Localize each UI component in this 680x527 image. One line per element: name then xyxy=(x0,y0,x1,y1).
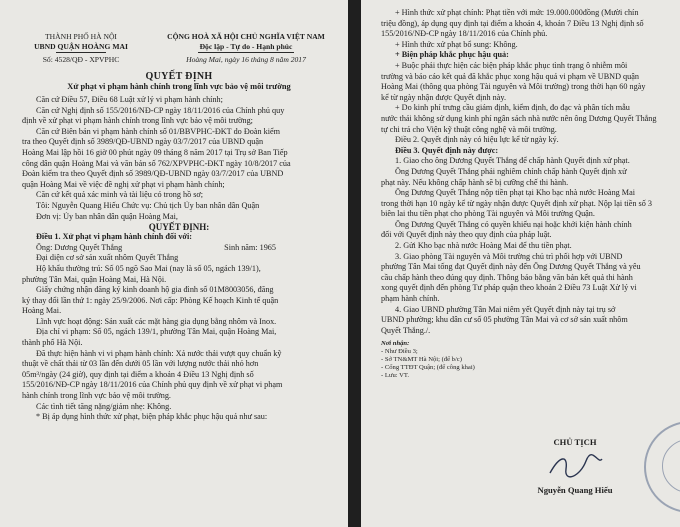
decision-heading: QUYẾT ĐỊNH: xyxy=(148,222,210,233)
article-3-line: xong quyết định đến phòng Tư pháp quận theo khoản 2 Điều 73 Luật Xử lý vi xyxy=(381,283,637,293)
article-3-line: phường Tân Mai tống đạt Quyết định này đến Ông Dương Quyết Thắng và yêu xyxy=(381,262,641,272)
legal-basis-line: Đoàn kiểm tra theo Quyết định số 3989/QĐ-UBND ngày 03/7/2017 của UBND xyxy=(22,169,284,179)
remedy-line: tự chi trả cho Viện kỹ thuật công nghệ và môi trường. xyxy=(381,124,557,134)
article-3-line: phạm hành chính. xyxy=(381,294,440,304)
penalty-line: triệu đồng), áp dụng quy định tại điểm a khoản 4, khoản 7 Điều 13 Nghị định số xyxy=(381,18,644,28)
body-line: Đã thực hiện hành vi vi phạm hành chính: Xả nước thải vượt quy chuẩn kỹ xyxy=(36,348,282,358)
signer-name: Nguyễn Quang Hiếu xyxy=(537,485,613,495)
body-line: Hộ khẩu thường trú: Số 05 ngõ Sao Mai (nay là số 05, ngách 139/1), xyxy=(36,263,261,273)
body-line: hành chính trong lĩnh vực bảo vệ môi trường. xyxy=(22,391,171,401)
legal-basis-line: Hoàng Mai lập hồi 16 giờ 00 phút ngày 09 tháng 8 năm 2017 tại Trụ sở Ban Tiếp xyxy=(22,147,288,157)
remedy-line: Hoàng Mai (thông qua phòng Tài nguyên và Môi trường) trong thời hạn 60 ngày xyxy=(381,82,646,92)
violator-name: Ông: Dương Quyết Thắng xyxy=(36,242,123,252)
violator-line xyxy=(22,243,336,254)
signer-title: CHỦ TỊCH xyxy=(553,437,597,447)
violator-birth-year: Sinh năm: 1965 xyxy=(224,242,276,252)
article-3-line: đối với Quyết định này theo quy định của pháp luật. xyxy=(381,230,552,240)
remedy-line: nước thải không sử dụng kinh phí ngân sách nhà nước nên ông Dương Quyết Thắng xyxy=(381,113,657,123)
legal-basis-line: Căn cứ Điều 57, Điều 68 Luật xử lý vi phạm hành chính; xyxy=(36,95,223,104)
handwritten-signature xyxy=(490,447,660,485)
issuing-authority xyxy=(22,32,140,65)
body-line: phường Tân Mai, quận Hoàng Mai, Hà Nội. xyxy=(22,274,167,284)
body-line: 155/2016/NĐ-CP ngày 18/11/2016 của Chính phủ quy định về xử phạt vi phạm xyxy=(22,380,283,390)
body-line: thành phố Hà Nội. xyxy=(22,338,83,348)
nation-name: CỘNG HOÀ XÃ HỘI CHỦ NGHĨA VIỆT NAM xyxy=(167,32,325,41)
legal-basis-line: quận Hoàng Mai về việc đề nghị xử phạt vi phạm hành chính; xyxy=(22,179,225,189)
body-line: thuật về chất thải từ 03 lần đến dưới 05 lần với lượng nước thải nhỏ hơn xyxy=(22,359,259,369)
motto-underline xyxy=(198,52,294,53)
legal-basis-line: Căn cứ Biên bản vi phạm hành chính số 01/BBVPHC-ĐKT do Đoàn kiểm xyxy=(36,126,280,136)
penalty-line: + Hình thức xử phạt bổ sung: Không. xyxy=(395,39,518,49)
document-number: Số: 4528/QĐ - XPVPHC xyxy=(42,55,120,64)
article-3-line: 1. Giao cho ông Dương Quyết Thắng để chấp hành Quyết định xử phạt. xyxy=(395,156,630,166)
legal-basis-line: Căn cứ kết quả xác minh và tài liệu có trong hồ sơ; xyxy=(36,190,204,200)
remedy-line: kể từ ngày nhận được Quyết định này. xyxy=(381,92,506,102)
article-3-line: Quyết Thắng./. xyxy=(381,325,431,335)
article-3-line: Ông Dương Quyết Thắng có quyền khiếu nại hoặc khởi kiện hành chính xyxy=(395,219,632,229)
article-3-line: phạt này. Nếu không chấp hành sẽ bị cưỡng chế thi hành. xyxy=(381,177,569,187)
article-3-line: trong thời hạn 10 ngày kể từ ngày nhận được Quyết định xử phạt. Nộp lại tiền số 3 xyxy=(381,198,652,208)
remedy-line: + Buộc phải thực hiện các biện pháp khắc phục tình trạng ô nhiễm môi xyxy=(395,60,628,70)
org-city: THÀNH PHỐ HÀ NỘI xyxy=(45,32,117,41)
recipient-item: - Như Điều 3; xyxy=(381,348,418,356)
org-underline xyxy=(56,52,106,53)
article-3-line: UBND phường; khu dân cư số 05 phường Tân Mai và cơ sở sản xuất nhôm xyxy=(381,315,628,325)
article-1-heading: Điều 1. Xử phạt vi phạm hành chính đối với: xyxy=(36,232,192,242)
legal-basis-line: Căn cứ Nghị định số 155/2016/NĐ-CP ngày 18/11/2016 của Chính phủ quy xyxy=(36,105,285,115)
body-line: Giấy chứng nhận đăng ký kinh doanh hộ gia đình số 01M8003056, đăng xyxy=(36,285,274,295)
issue-date: Hoàng Mai, ngày 16 tháng 8 năm 2017 xyxy=(186,55,306,64)
nation-motto: Độc lập - Tự do - Hạnh phúc xyxy=(199,42,293,51)
org-district: UBND QUẬN HOÀNG MAI xyxy=(34,42,128,51)
recipient-item: - Sở TN&MT Hà Nội; (để b/c) xyxy=(381,356,462,364)
body-line: Hoàng Mai. xyxy=(22,306,62,316)
article-3-line: 4. Giao UBND phường Tân Mai niêm yết Quyết định này tại trụ sở xyxy=(395,304,616,314)
penalty-line: + Hình thức xử phạt chính: Phạt tiền với mức 19.000.000đồng (Mười chín xyxy=(395,8,639,17)
recipient-item: - Cổng TTĐT Quận; (để công khai) xyxy=(381,364,475,372)
article-3-line: cầu chấp hành theo đúng quy định. Thông báo bằng văn bản kết quả thi hành xyxy=(381,272,633,282)
article-3-line: Ông Dương Quyết Thắng phải nghiêm chỉnh chấp hành Quyết định xử xyxy=(395,166,627,176)
document-subtitle: Xử phạt vi phạm hành chính trong lĩnh vực bảo vệ môi trường xyxy=(67,82,291,91)
body-line: Đại diện cơ sở sản xuất nhôm Quyết Thắng xyxy=(36,253,179,263)
national-motto xyxy=(156,32,336,65)
penalty-line: 155/2016/NĐ-CP ngày 18/11/2016 của Chính phủ. xyxy=(381,29,548,39)
legal-basis-line: công dân quận Hoàng Mai và văn bản số 762/XPVPHC-ĐKT ngày 10/8/2017 của xyxy=(22,158,291,168)
article-3-heading: Điều 3. Quyết định này được: xyxy=(395,145,499,155)
article-3-line: 2. Gửi Kho bạc nhà nước Hoàng Mai để thu tiền phạt. xyxy=(395,241,572,251)
remedy-line: trường và báo cáo kết quả đã khắc phục xong hậu quả vi phạm về UBND quận xyxy=(381,71,639,81)
article-3-line: Ông Dương Quyết Thắng nộp tiền phạt tại Kho bạc nhà nước Hoàng Mai xyxy=(395,188,635,198)
article-2: Điều 2. Quyết định này có hiệu lực kể từ ngày ký. xyxy=(395,135,559,145)
penalty-line: + Biện pháp khắc phục hậu quả: xyxy=(395,50,509,60)
unit-line: Đơn vị: Ủy ban nhân dân quận Hoàng Mai, xyxy=(36,211,178,221)
signature-block xyxy=(490,437,660,495)
body-line: * Bị áp dụng hình thức xử phạt, biện pháp khắc phục hậu quả như sau: xyxy=(36,412,268,422)
body-line: 05m³/ngày (24 giờ), quy định tại điểm a khoản 4 Điều 13 Nghị định số xyxy=(22,369,254,379)
body-line: Địa chỉ vi phạm: Số 05, ngách 139/1, phường Tân Mai, quận Hoàng Mai, xyxy=(36,327,277,337)
signer-line: Tôi: Nguyễn Quang Hiếu Chức vụ: Chủ tịch Ủy ban nhân dân Quận xyxy=(36,200,260,210)
body-line: Lĩnh vực hoạt động: Sản xuất các mặt hàng gia dụng bằng nhôm và Inox. xyxy=(36,316,277,326)
legal-basis-line: định về xử phạt vi phạm hành chính trong lĩnh vực bảo vệ môi trường; xyxy=(22,116,253,126)
legal-basis-line: tra theo Quyết định số 3989/QĐ-UBND ngày 03/7/2017 của UBND quận xyxy=(22,137,264,147)
document-title: QUYẾT ĐỊNH xyxy=(145,71,213,82)
recipients-block xyxy=(381,340,511,380)
body-line: Các tình tiết tăng nặng/giảm nhẹ: Không. xyxy=(36,401,172,411)
article-3-line: 3. Giao phòng Tài nguyên và Môi trường chủ trì phối hợp với UBND xyxy=(395,251,623,261)
article-3-line: biên lai thu tiền phạt cho phòng Tài nguyên và Môi trường Quận. xyxy=(381,209,595,219)
remedy-line: + Do kinh phí trưng cầu giám định, kiểm định, đo đạc và phân tích mẫu xyxy=(395,103,630,113)
document-page-right xyxy=(361,0,680,527)
body-line: ký thay đổi lần thứ 1: ngày 25/9/2006. Nơi cấp: Phòng Kế hoạch Kinh tế quận xyxy=(22,295,279,305)
recipients-label: Nơi nhận: xyxy=(381,340,410,348)
recipient-item: - Lưu: VT. xyxy=(381,372,410,380)
document-header xyxy=(22,32,336,65)
